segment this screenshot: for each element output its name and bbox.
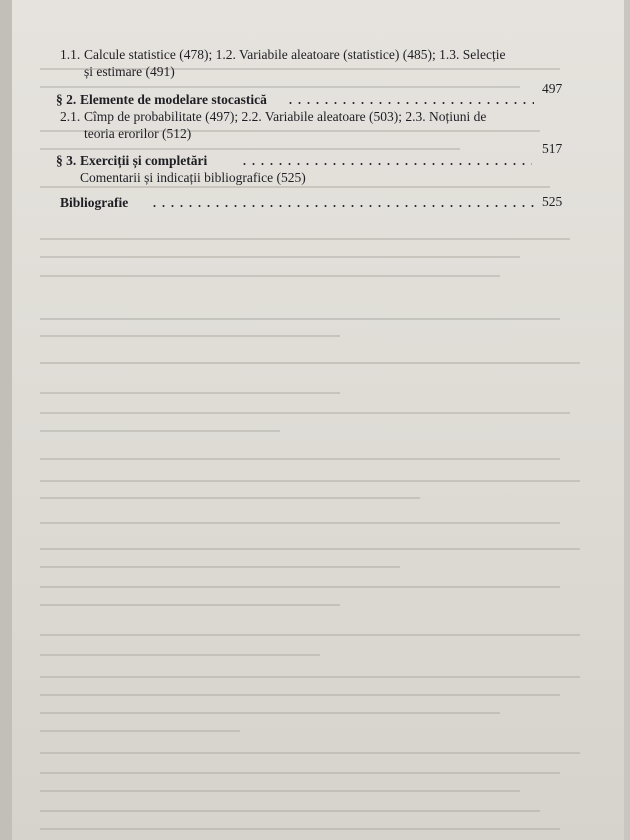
toc-section-3 xyxy=(56,152,576,169)
dot-leader xyxy=(240,163,532,165)
toc-entry-text-line2: și estimare (491) xyxy=(84,64,175,79)
toc-entry-2-1 xyxy=(60,108,580,142)
toc-page-number: 525 xyxy=(542,194,563,209)
toc-section-title: Elemente de modelare stocastică xyxy=(80,92,267,107)
toc-subentry-text: Comentarii și indicații bibliografice (525) xyxy=(80,170,306,185)
page-left-edge xyxy=(0,0,12,840)
toc-entry-text-line1: Calcule statistice (478); 1.2. Variabile aleatoare (statistice) (485); 1.3. Selecție xyxy=(84,47,506,62)
toc-entry-text-line2: teoria erorilor (512) xyxy=(84,126,192,141)
toc-entry-text-line1: Cîmp de probabilitate (497); 2.2. Variabile aleatoare (503); 2.3. Noțiuni de xyxy=(84,109,487,124)
toc-subentry xyxy=(80,169,540,186)
toc-section-title: Exerciții și completări xyxy=(80,153,208,168)
toc-entry-number: 1.1. xyxy=(60,47,81,62)
toc-section-2 xyxy=(56,91,576,108)
page-right-edge xyxy=(624,0,630,840)
toc-bibliography xyxy=(60,194,180,211)
toc-entry-number: 2.1. xyxy=(60,109,81,124)
toc-entry-1-1 xyxy=(60,46,580,80)
toc-bibliography-title: Bibliografie xyxy=(60,195,129,210)
dot-leader xyxy=(150,205,534,207)
toc-page-number: 517 xyxy=(542,141,563,156)
toc-section-number: § 3. xyxy=(56,153,77,168)
dot-leader xyxy=(286,102,534,104)
toc-page-number: 497 xyxy=(542,81,563,96)
toc-section-number: § 2. xyxy=(56,92,77,107)
